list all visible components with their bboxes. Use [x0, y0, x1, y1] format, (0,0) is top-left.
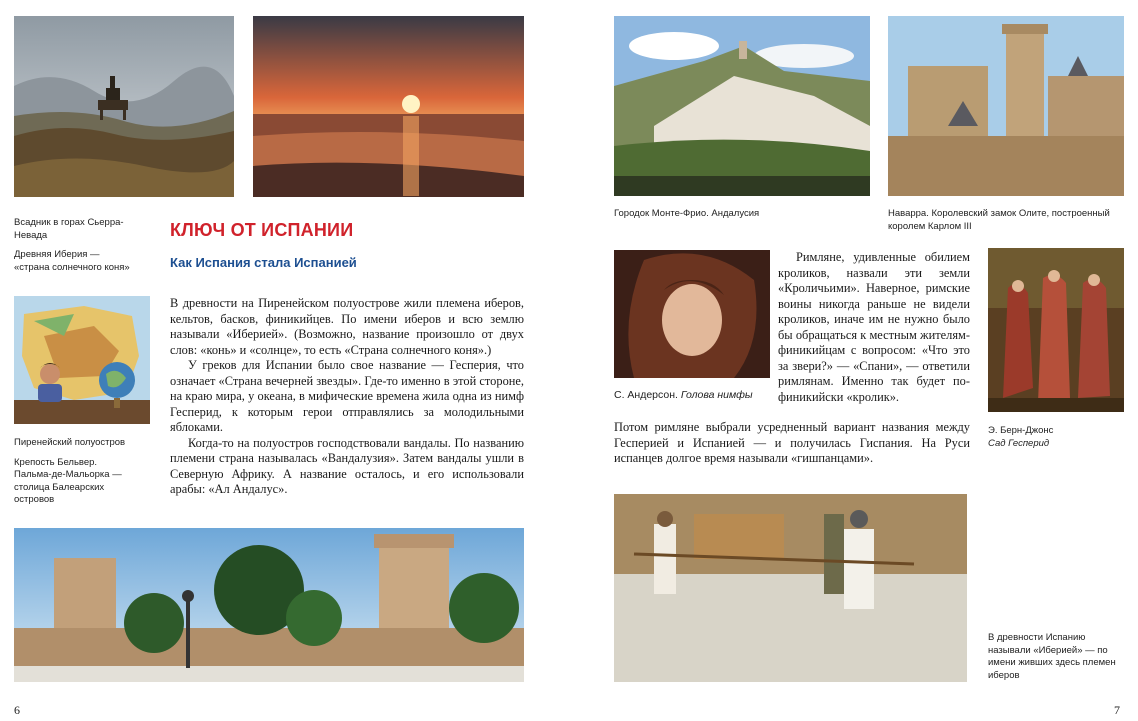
page-number-right: 7	[1114, 703, 1120, 717]
caption-burne-author: Э. Берн-Джонс	[988, 425, 1054, 436]
caption-anderson-work: Голова нимфы	[680, 389, 753, 401]
right-body-text-wide	[614, 420, 970, 467]
caption-anderson-author: С. Андерсон.	[614, 389, 678, 401]
left-captions-bottom	[14, 437, 154, 514]
caption-anderson	[614, 389, 770, 402]
caption-bellver: Крепость Бельвер. Пальма-де-Мальорка — столица Балеарских островов	[14, 456, 122, 505]
paragraph-2: У греков для Испании было свое название — Гесперия, что означает «Страна вечерней звезды». Где-то именно в этой стороне, на краю мира, у океана, в мифические времена жила одна из нимф Гесперид, к которым герои отправлялись за молодильными яблоками.	[170, 358, 524, 434]
photo-iberian-map-child	[14, 296, 150, 424]
page-title: КЛЮЧ ОТ ИСПАНИИ	[170, 220, 354, 240]
painting-garden-hesperides	[988, 248, 1124, 412]
paragraph-4: Римляне, удивленные обилием кроликов, назвали эти земли «Кроличьими». Наверное, римские воины никогда раньше не видели кроликов, иначе им не нужно было бы обращаться к местным жителям-финикийцам с вопросом: «Что это за звери?» — «Спани», — ответили римлянам. Именно так будет по-финикийски «кролик».	[778, 250, 970, 404]
right-body-text-narrow	[778, 250, 970, 405]
caption-iberia-sun: Древняя Иберия — «страна солнечного коня»	[14, 249, 130, 273]
caption-burne-jones	[988, 425, 1124, 450]
paragraph-3: Когда-то на полуостров господствовали вандалы. По названию племени страна называлась «Вандалузия». Затем вандалы ушли в Северную Африку. А название осталось, и его использовали арабы: «Ал Андалус».	[170, 435, 524, 496]
page-number-left: 6	[14, 703, 20, 717]
paragraph-5: Потом римляне выбрали усредненный вариант названия между Гесперией и Испанией — и получилась Гиспания. На Руси испанцев долгое время называли «гишпанцами».	[614, 420, 970, 465]
photo-sunset-sea	[253, 16, 524, 197]
caption-reenactment: В древности Испанию называли «Иберией» — по имени живших здесь племен иберов	[988, 632, 1116, 681]
painting-nymph-head	[614, 250, 770, 378]
left-captions-top	[14, 217, 134, 281]
caption-rider: Всадник в горах Сьерра-Невада	[14, 217, 124, 241]
photo-montefrio	[614, 16, 870, 196]
caption-olite: Наварра. Королевский замок Олите, построенный королем Карлом III	[888, 208, 1110, 232]
paragraph-1: В древности на Пиренейском полуострове жили племена иберов, кельтов, басков, финикийцев. По имени иберов и всю землю называли «Иберией». (Возможно, название произошло от двух слов: «конь» и «солнце», то есть «Страна солнечного коня».)	[170, 296, 524, 357]
photo-olite-castle	[888, 16, 1124, 196]
photo-bellver-castle	[14, 528, 524, 682]
photo-reenactment	[614, 494, 967, 682]
caption-montefrio: Городок Монте-Фрио. Андалусия	[614, 208, 760, 219]
caption-burne-work: Сад Гесперид	[988, 437, 1050, 449]
photo-rider-sierra-nevada	[14, 16, 234, 197]
page-subtitle: Как Испания стала Испанией	[170, 255, 357, 270]
left-body-text	[170, 296, 524, 498]
caption-peninsula: Пиренейский полуостров	[14, 437, 126, 448]
